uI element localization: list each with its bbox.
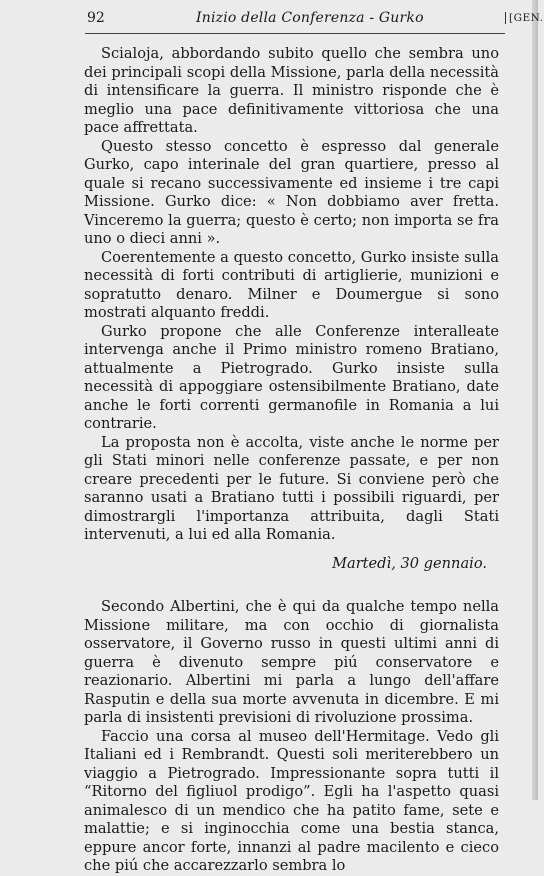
page-edge — [532, 0, 538, 800]
paragraph: Faccio una corsa al museo dell'Hermitage. Vedo gli Italiani ed i Rembrandt. Questi soli meriterebbero un viaggio a Pietrogrado. Impressionante sopra tutti il “Ritorno del figliuol prodigo”. Egli ha l'aspetto quasi animalesco di un mendico che ha patito fame, sete e malattie; e si inginocchia come una bestia stanca, eppure ancor forte, innanzi al padre macilento e cieco che piú che accarezzarlo sembra lo — [84, 727, 499, 874]
paragraph: La proposta non è accolta, viste anche le norme per gli Stati minori nelle conferenze passate, e per non creare precedenti per le future. Si conviene però che saranno usati a Bratiano tutti i possibili riguardi, per dimostrargli l'importanza attribuita, dagli Stati intervenuti, a lui ed alla Romania. — [84, 433, 499, 543]
header-rule — [85, 33, 505, 34]
page-header — [0, 8, 544, 30]
page-number: 92 — [87, 10, 105, 26]
running-title: Inizio della Conferenza - Gurko — [196, 10, 424, 26]
paragraph: Gurko propone che alle Conferenze interalleate intervenga anche il Primo ministro romeno Bratiano, attualmente a Pietrogrado. Gurko insiste sulla necessità di appoggiare ostensibilmente Bratiano, date anche le forti correnti germanofile in Romania a lui contrarie. — [84, 322, 499, 432]
date-heading: Martedì, 30 gennaio. — [332, 554, 487, 572]
paragraph: Secondo Albertini, che è qui da qualche tempo nella Missione militare, ma con occhio di giornalista osservatore, il Governo russo in questi ultimi anni di guerra è divenuto sempre piú conservatore e reazionario. Albertini mi parla a lungo dell'affare Rasputin e della sua morte avvenuta in dicembre. E mi parla di insistenti previsioni di rivoluzione prossima. — [84, 598, 499, 726]
paragraph: Coerentemente a questo concetto, Gurko insiste sulla necessità di forti contributi di artiglierie, munizioni e sopratutto denaro. Milner e Doumergue si sono mostrati alquanto freddi. — [84, 248, 499, 321]
page-body — [84, 45, 499, 876]
paragraph: Questo stesso concetto è espresso dal generale Gurko, capo interinale del gran quartiere, presso al quale si recano successivamente ed insieme i tre capi Missione. Gurko dice: « Non dobbiamo aver fretta. Vinceremo la guerra; questo è certo; non importa se fra uno o dieci anni ». — [84, 137, 499, 247]
paragraph: Scialoja, abbordando subito quello che sembra uno dei principali scopi della Missione, parla della necessità di intensificare la guerra. Il ministro risponde che è meglio una pace definitivamente vittoriosa che una pace affrettata. — [84, 45, 499, 136]
margin-note: [GEN. — [505, 12, 544, 24]
